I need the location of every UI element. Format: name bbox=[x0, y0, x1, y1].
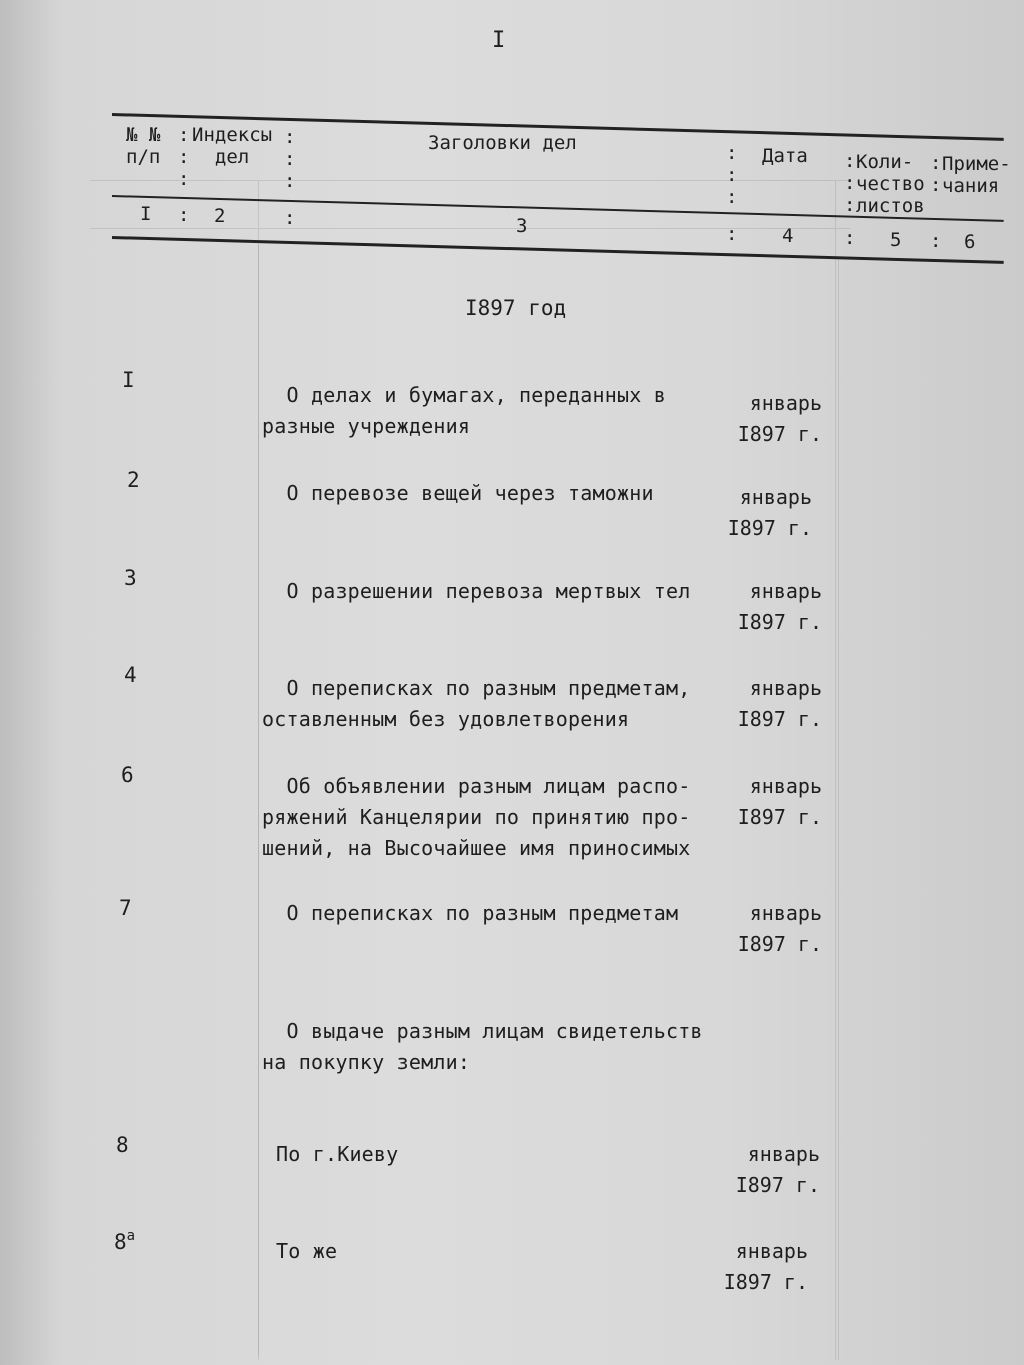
header-separator: : bbox=[726, 223, 738, 245]
entry-title: О переписках по разным предметам, оставленным без удовлетворения bbox=[262, 676, 691, 731]
entry-title: Об объявлении разным лицам распо- ряжений Канцелярии по принятию про- шений, на Высочайшее имя приносимых bbox=[262, 774, 691, 860]
header-col-number: № № п/п bbox=[126, 124, 161, 168]
header-col-date: Дата bbox=[762, 145, 808, 167]
header-num-2: 2 bbox=[214, 205, 226, 227]
entry-date: январь I897 г. bbox=[737, 579, 822, 634]
column-rule bbox=[258, 245, 259, 1355]
header-separator: : : : bbox=[284, 126, 296, 192]
entry-number-superscript: а bbox=[126, 1228, 136, 1244]
header-separator: : bbox=[178, 204, 190, 226]
entry-title: О делах и бумагах, переданных в разные учреждения bbox=[262, 383, 666, 438]
header-col-index: Индексы дел bbox=[192, 124, 273, 168]
entry-title: О выдаче разным лицам свидетельств на покупку земли: bbox=[262, 1019, 703, 1074]
entry-date: январь I897 г. bbox=[735, 1142, 820, 1197]
header-col-titles: Заголовки дел bbox=[428, 132, 577, 154]
column-rule bbox=[838, 260, 839, 1360]
entry-date: январь I897 г. bbox=[737, 676, 822, 731]
header-col-sheets: Коли- чество листов bbox=[856, 151, 925, 217]
entry-title: То же bbox=[276, 1239, 338, 1263]
header-num-6: 6 bbox=[964, 231, 976, 253]
entry-number bbox=[114, 1228, 135, 1254]
entry-number: 4 bbox=[124, 663, 137, 687]
entry-number: 6 bbox=[121, 763, 134, 787]
entry-number: 8 bbox=[116, 1133, 129, 1157]
entry-title: По г.Киеву bbox=[276, 1142, 399, 1166]
entry-date: январь I897 г. bbox=[727, 485, 812, 540]
header-num-1: I bbox=[140, 203, 152, 225]
page-number: I bbox=[492, 28, 506, 53]
entry-number: I bbox=[122, 368, 135, 392]
entry-date: январь I897 г. bbox=[737, 774, 822, 829]
year-heading: I897 год bbox=[465, 296, 567, 320]
entry-date: январь I897 г. bbox=[723, 1239, 808, 1294]
header-bottom-rule bbox=[112, 236, 1004, 264]
entry-title: О перевозе вещей через таможни bbox=[262, 481, 654, 505]
entry-number: 7 bbox=[119, 896, 132, 920]
entry-number: 2 bbox=[127, 468, 140, 492]
entry-date: январь I897 г. bbox=[737, 391, 822, 446]
header-separator: : : bbox=[930, 152, 942, 196]
header-separator: : : : bbox=[844, 150, 856, 216]
header-separator: : bbox=[930, 230, 942, 252]
header-num-4: 4 bbox=[782, 225, 794, 247]
header-col-notes: Приме- чания bbox=[942, 153, 1011, 197]
header-separator: : bbox=[284, 207, 296, 229]
header-num-5: 5 bbox=[890, 229, 902, 251]
header-num-3: 3 bbox=[516, 215, 528, 237]
entry-date: январь I897 г. bbox=[737, 901, 822, 956]
entry-title: О разрешении перевоза мертвых тел bbox=[262, 579, 691, 603]
header-separator: : : : bbox=[726, 142, 738, 208]
entry-title: О переписках по разным предметам bbox=[262, 901, 679, 925]
header-separator: : : : bbox=[178, 124, 190, 190]
header-separator: : bbox=[844, 227, 856, 249]
entry-number: 3 bbox=[124, 566, 137, 590]
entry-number-main: 8 bbox=[114, 1230, 127, 1254]
